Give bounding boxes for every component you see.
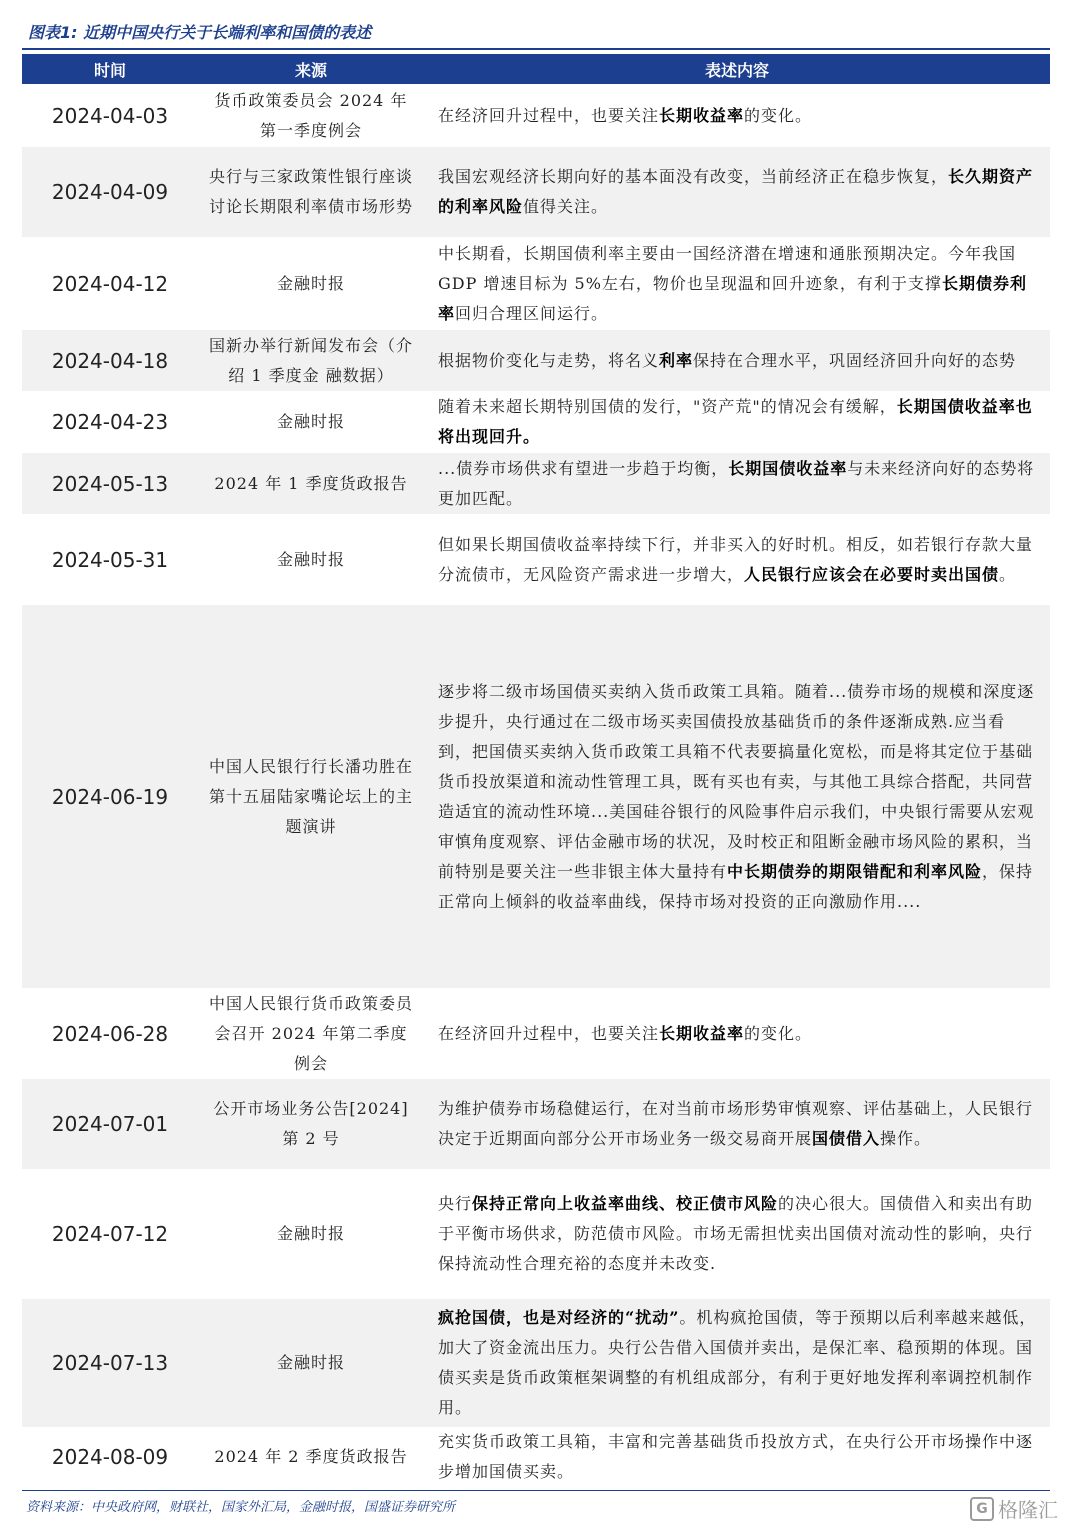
row-source: 金融时报 xyxy=(276,1353,345,1372)
row-source: 中国人民银行货币政策委员会召开 2024 年第二季度例会 xyxy=(208,993,413,1073)
row-content xyxy=(424,1427,1050,1487)
content-text: ，保持正常向上倾斜的收益率曲线，保持市场对投资的正向激励作用.... xyxy=(438,861,1034,911)
row-content xyxy=(424,237,1050,330)
table-row xyxy=(22,988,1050,1079)
content-text: 在经济回升过程中，也要关注 xyxy=(438,1023,660,1043)
table-row xyxy=(22,237,1050,330)
content-text: 的决心很大。国债借入和卖出有助于平衡市场供求，防范债市风险。市场无需担忧卖出国债对流动性的影响，央行保持流动性合理充裕的态度并未改变. xyxy=(438,1194,1034,1273)
content-text: 操作。 xyxy=(880,1129,932,1148)
table-row xyxy=(22,1427,1050,1487)
content-text: 保持在合理水平，巩固经济回升向好的态势 xyxy=(693,350,1017,370)
row-source: 国新办举行新闻发布会（介绍 1 季度金 融数据） xyxy=(208,335,413,385)
row-content xyxy=(424,147,1050,237)
content-text: 但如果长期国债收益率持续下行，并非买入的好时机。相反，如若银行存款大量分流债市，无风险资产需求进一步增大， xyxy=(438,534,1034,584)
row-date: 2024-04-03 xyxy=(51,103,169,128)
table-row xyxy=(22,1299,1050,1427)
content-text: 中长期看，长期国债利率主要由一国经济潜在增速和通胀预期决定。今年我国 GDP 增速目标为 5%左右，物价也呈现温和回升迹象，有利于支撑 xyxy=(438,243,1017,293)
row-date: 2024-08-09 xyxy=(51,1445,169,1469)
table-row xyxy=(22,84,1050,147)
row-content xyxy=(424,391,1050,453)
content-text: 逐步将二级市场国债买卖纳入货币政策工具箱。随着...债券市场的规模和深度逐步提升，央行通过在二级市场买卖国债投放基础货币的条件逐渐成熟.应当看到，把国债买卖纳入货币政策工具箱不代表要搞量化宽松，而是将其定位于基础货币投放渠道和流动性管理工具，既有买也有卖，与其他工具综合搭配，共同营造适宜的流动性环境...美国硅谷银行的风险事件启示我们，中央银行需要从宏观审慎角度观察、评估金融市场的状况，及时校正和阻断金融市场风险的累积，当前特别是要关注一些非银主体大量持有 xyxy=(438,681,1035,881)
watermark-logo-icon: G xyxy=(970,1497,994,1521)
emphasis-text: 疯抢国债，也是对经济的“扰动” xyxy=(438,1308,680,1327)
content-text: 我国宏观经济长期向好的基本面没有改变，当前经济正在稳步恢复， xyxy=(438,167,949,186)
row-content xyxy=(424,1169,1050,1299)
table-row xyxy=(22,391,1050,453)
row-date: 2024-04-09 xyxy=(51,180,169,204)
row-date: 2024-04-18 xyxy=(51,348,169,373)
content-text: 根据物价变化与走势，将名义 xyxy=(438,350,660,370)
emphasis-text: 长期国债收益率 xyxy=(728,458,848,478)
row-date: 2024-05-31 xyxy=(51,547,169,572)
emphasis-text: 长期收益率 xyxy=(659,1023,745,1043)
table-row xyxy=(22,605,1050,988)
emphasis-text: 人民银行应该会在必要时卖出国债 xyxy=(744,564,1000,584)
row-source: 金融时报 xyxy=(276,412,345,431)
row-source: 金融时报 xyxy=(276,549,345,569)
content-text: 。 xyxy=(999,564,1017,584)
table-row xyxy=(22,1079,1050,1169)
statements-table xyxy=(22,54,1050,1487)
row-source: 2024 年 1 季度货政报告 xyxy=(214,473,408,493)
row-source: 公开市场业务公告[2024]第 2 号 xyxy=(213,1099,409,1148)
title-rule xyxy=(22,48,1050,50)
header-source: 来源 xyxy=(294,60,327,80)
table-header xyxy=(22,54,1050,84)
header-content: 表述内容 xyxy=(704,60,769,80)
row-content xyxy=(424,514,1050,605)
row-date: 2024-07-01 xyxy=(51,1112,169,1136)
content-text: ...债券市场供求有望进一步趋于均衡， xyxy=(438,458,729,478)
row-date: 2024-07-12 xyxy=(51,1222,169,1246)
row-date: 2024-05-13 xyxy=(51,471,169,496)
watermark xyxy=(970,1494,1058,1523)
row-source: 货币政策委员会 2024 年第一季度例会 xyxy=(214,90,408,140)
emphasis-text: 长期收益率 xyxy=(659,105,745,125)
content-text: 回归合理区间运行。 xyxy=(455,303,609,323)
row-date: 2024-07-13 xyxy=(51,1351,169,1375)
table-body xyxy=(22,84,1050,1487)
emphasis-text: 国债借入 xyxy=(812,1129,881,1148)
emphasis-text: 长期国债收益率也将出现回升。 xyxy=(438,397,1033,446)
content-text: 的变化。 xyxy=(744,105,813,125)
row-date: 2024-04-23 xyxy=(51,410,169,434)
header-time: 时间 xyxy=(93,60,126,80)
content-text: 与未来经济向好的态势将更加匹配。 xyxy=(438,458,1035,508)
row-content xyxy=(424,84,1050,147)
emphasis-text: 中长期债券的期限错配和利率风险 xyxy=(727,861,983,881)
row-content xyxy=(424,988,1050,1079)
content-text: 随着未来超长期特别国债的发行，"资产荒"的情况会有缓解， xyxy=(438,397,897,416)
content-text: 的变化。 xyxy=(744,1023,813,1043)
emphasis-text: 长久期资产的利率风险 xyxy=(438,167,1034,216)
row-content xyxy=(424,605,1050,988)
row-source: 2024 年 2 季度货政报告 xyxy=(214,1447,408,1466)
content-text: 值得关注。 xyxy=(523,197,609,216)
row-content xyxy=(424,1299,1050,1427)
row-source: 金融时报 xyxy=(276,1224,345,1243)
row-content xyxy=(424,1079,1050,1169)
table-row xyxy=(22,514,1050,605)
emphasis-text: 保持正常向上收益率曲线、校正债市风险 xyxy=(472,1194,779,1213)
watermark-text: 格隆汇 xyxy=(998,1498,1058,1522)
row-content xyxy=(424,453,1050,514)
content-text: 央行 xyxy=(438,1194,473,1213)
row-date: 2024-06-28 xyxy=(51,1021,169,1046)
content-text: 充实货币政策工具箱，丰富和完善基础货币投放方式，在央行公开市场操作中逐步增加国债买卖。 xyxy=(438,1432,1034,1481)
row-date: 2024-04-12 xyxy=(51,271,169,296)
table-row xyxy=(22,1169,1050,1299)
source-note: 资料来源：中央政府网，财联社，国家外汇局，金融时报，国盛证券研究所 xyxy=(26,1500,456,1515)
emphasis-text: 长期债券利率 xyxy=(438,273,1027,323)
table-row xyxy=(22,330,1050,391)
row-content xyxy=(424,330,1050,391)
content-text: 。机构疯抢国债，等于预期以后利率越来越低，加大了资金流出压力。央行公告借入国债并卖出，是保汇率、稳预期的体现。国债买卖是货币政策框架调整的有机组成部分，有利于更好地发挥利率调控机制作用。 xyxy=(438,1308,1037,1417)
table-row xyxy=(22,453,1050,514)
row-date: 2024-06-19 xyxy=(51,784,169,809)
content-text: 在经济回升过程中，也要关注 xyxy=(438,105,660,125)
emphasis-text: 利率 xyxy=(659,350,694,370)
row-source: 央行与三家政策性银行座谈讨论长期限利率债市场形势 xyxy=(208,167,413,216)
table-row xyxy=(22,147,1050,237)
figure-title: 图表1: 近期中国央行关于长端利率和国债的表述 xyxy=(28,23,372,42)
bottom-rule xyxy=(22,1490,1050,1491)
content-text: 为维护债券市场稳健运行，在对当前市场形势审慎观察、评估基础上，人民银行决定于近期面向部分公开市场业务一级交易商开展 xyxy=(438,1099,1034,1148)
row-source: 中国人民银行行长潘功胜在第十五届陆家嘴论坛上的主题演讲 xyxy=(208,756,413,836)
row-source: 金融时报 xyxy=(276,273,345,293)
